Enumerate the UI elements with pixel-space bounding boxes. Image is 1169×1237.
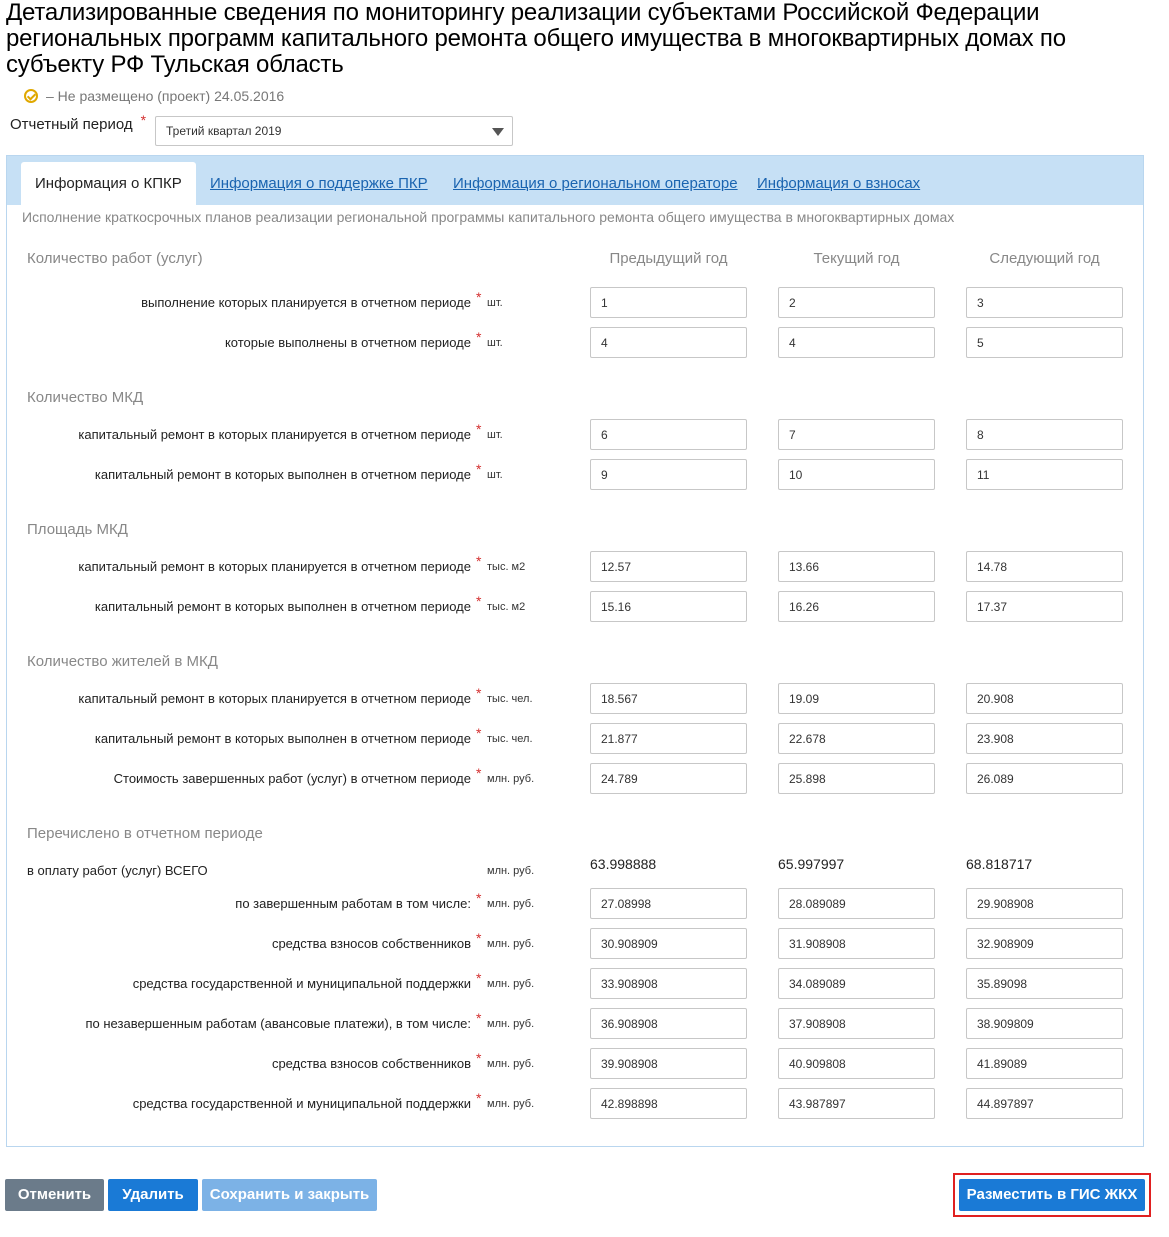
required-mark: *	[476, 1050, 482, 1066]
row-unit: млн. руб.	[487, 978, 535, 990]
row-label: капитальный ремонт в которых планируется в отчетном периоде	[78, 691, 471, 706]
value-field[interactable]: 5	[966, 327, 1123, 358]
value-field[interactable]: 30.908909	[590, 928, 747, 959]
row-unit: млн. руб.	[487, 1058, 535, 1070]
row-label: капитальный ремонт в которых выполнен в отчетном периоде	[94, 599, 471, 614]
row-label: капитальный ремонт в которых планируется в отчетном периоде	[78, 427, 471, 442]
value-field[interactable]: 31.908908	[778, 928, 935, 959]
total-value: 65.997997	[778, 856, 845, 872]
value-field[interactable]: 10	[778, 459, 935, 490]
value-field[interactable]: 8	[966, 419, 1123, 450]
row-label: средства взносов собственников	[271, 936, 471, 951]
row-unit: млн. руб.	[487, 773, 535, 785]
total-value: 68.818717	[966, 856, 1033, 872]
check-circle-icon	[24, 89, 38, 103]
required-mark: *	[140, 111, 147, 128]
row-unit: шт.	[487, 337, 503, 349]
value-field[interactable]: 16.26	[778, 591, 935, 622]
value-field[interactable]: 4	[590, 327, 747, 358]
value-field[interactable]: 2	[778, 287, 935, 318]
value-field[interactable]: 25.898	[778, 763, 935, 794]
required-mark: *	[476, 890, 482, 906]
required-mark: *	[476, 1090, 482, 1106]
value-field[interactable]: 9	[590, 459, 747, 490]
value-field[interactable]: 20.908	[966, 683, 1123, 714]
value-field[interactable]: 14.78	[966, 551, 1123, 582]
period-label: Отчетный период	[10, 116, 133, 133]
value-field[interactable]: 24.789	[590, 763, 747, 794]
value-field[interactable]: 39.908908	[590, 1048, 747, 1079]
tab-regional-operator[interactable]: Информация о региональном операторе	[453, 175, 738, 192]
column-header: Текущий год	[813, 250, 900, 267]
value-field[interactable]: 18.567	[590, 683, 747, 714]
row-unit: шт.	[487, 297, 503, 309]
required-mark: *	[476, 553, 482, 569]
form-panel	[6, 155, 1144, 1147]
row-label: Стоимость завершенных работ (услуг) в отчетном периоде	[113, 771, 471, 786]
required-mark: *	[476, 765, 482, 781]
value-field[interactable]: 27.08998	[590, 888, 747, 919]
row-unit: млн. руб.	[487, 1098, 535, 1110]
value-field[interactable]: 42.898898	[590, 1088, 747, 1119]
column-header: Предыдущий год	[609, 250, 728, 267]
value-field[interactable]: 11	[966, 459, 1123, 490]
row-label: капитальный ремонт в которых выполнен в отчетном периоде	[94, 731, 471, 746]
value-field[interactable]: 15.16	[590, 591, 747, 622]
value-field[interactable]: 4	[778, 327, 935, 358]
group-title: Количество жителей в МКД	[27, 653, 218, 670]
value-field[interactable]: 29.908908	[966, 888, 1123, 919]
required-mark: *	[476, 461, 482, 477]
required-mark: *	[476, 725, 482, 741]
page-title: Детализированные сведения по мониторингу реализации субъектами Российской Федерации региональных программ капитального ремонта общего имущества в многоквартирных домах по субъекту РФ Тульская область	[6, 0, 1066, 78]
value-field[interactable]: 38.909809	[966, 1008, 1123, 1039]
total-value: 63.998888	[590, 856, 657, 872]
value-field[interactable]: 34.089089	[778, 968, 935, 999]
row-unit: тыс. м2	[487, 601, 526, 613]
row-label: по незавершенным работам (авансовые платежи), в том числе:	[85, 1016, 471, 1031]
row-unit: тыс. чел.	[487, 733, 533, 745]
row-unit: млн. руб.	[487, 898, 535, 910]
publish-highlight	[953, 1173, 1151, 1217]
status-row	[24, 88, 284, 104]
row-label: выполнение которых планируется в отчетном периоде	[141, 295, 471, 310]
value-field[interactable]: 21.877	[590, 723, 747, 754]
value-field[interactable]: 12.57	[590, 551, 747, 582]
value-field[interactable]: 7	[778, 419, 935, 450]
value-field[interactable]: 3	[966, 287, 1123, 318]
row-label: которые выполнены в отчетном периоде	[224, 335, 471, 350]
value-field[interactable]: 43.987897	[778, 1088, 935, 1119]
value-field[interactable]: 36.908908	[590, 1008, 747, 1039]
required-mark: *	[476, 930, 482, 946]
row-label: средства взносов собственников	[271, 1056, 471, 1071]
value-field[interactable]: 44.897897	[966, 1088, 1123, 1119]
group-title: Площадь МКД	[27, 521, 128, 538]
value-field[interactable]: 33.908908	[590, 968, 747, 999]
row-unit: шт.	[487, 469, 503, 481]
required-mark: *	[476, 593, 482, 609]
chevron-down-icon[interactable]	[492, 128, 504, 136]
row-unit: тыс. м2	[487, 561, 526, 573]
period-select[interactable]	[155, 116, 513, 146]
value-field[interactable]: 13.66	[778, 551, 935, 582]
status-text: – Не размещено (проект) 24.05.2016	[46, 88, 285, 104]
row-label: капитальный ремонт в которых выполнен в отчетном периоде	[94, 467, 471, 482]
value-field[interactable]: 35.89098	[966, 968, 1123, 999]
value-field[interactable]: 1	[590, 287, 747, 318]
value-field[interactable]: 22.678	[778, 723, 935, 754]
tab-contributions[interactable]: Информация о взносах	[757, 175, 921, 192]
period-row	[10, 111, 282, 138]
row-unit: млн. руб.	[487, 865, 535, 877]
row-unit: млн. руб.	[487, 1018, 535, 1030]
value-field[interactable]: 41.89089	[966, 1048, 1123, 1079]
value-field[interactable]: 26.089	[966, 763, 1123, 794]
tab-pkr-support[interactable]: Информация о поддержке ПКР	[210, 175, 428, 192]
row-unit: млн. руб.	[487, 938, 535, 950]
row-unit: шт.	[487, 429, 503, 441]
row-label: по завершенным работам в том числе:	[235, 896, 471, 911]
value-field[interactable]: 32.908909	[966, 928, 1123, 959]
value-field[interactable]: 28.089089	[778, 888, 935, 919]
required-mark: *	[476, 421, 482, 437]
group-title: Перечислено в отчетном периоде	[27, 825, 263, 842]
publish-button[interactable]: Разместить в ГИС ЖКХ	[959, 1179, 1145, 1211]
period-select-value: Третий квартал 2019	[166, 124, 282, 138]
row-label: средства государственной и муниципальной поддержки	[132, 976, 471, 991]
group-title: Количество МКД	[27, 389, 144, 406]
tab-bar	[7, 156, 1143, 205]
value-field[interactable]: 23.908	[966, 723, 1123, 754]
value-field[interactable]: 17.37	[966, 591, 1123, 622]
row-label: средства государственной и муниципальной поддержки	[132, 1096, 471, 1111]
required-mark: *	[476, 685, 482, 701]
required-mark: *	[476, 329, 482, 345]
group-title: Количество работ (услуг)	[27, 250, 203, 267]
value-field[interactable]: 40.909808	[778, 1048, 935, 1079]
value-field[interactable]: 19.09	[778, 683, 935, 714]
tab-kpkr[interactable]: Информация о КПКР	[21, 162, 196, 205]
save-and-close-button[interactable]: Сохранить и закрыть	[202, 1179, 377, 1211]
required-mark: *	[476, 970, 482, 986]
required-mark: *	[476, 1010, 482, 1026]
cancel-button[interactable]: Отменить	[5, 1179, 104, 1211]
delete-button[interactable]: Удалить	[108, 1179, 198, 1211]
value-field[interactable]: 6	[590, 419, 747, 450]
required-mark: *	[476, 289, 482, 305]
value-field[interactable]: 37.908908	[778, 1008, 935, 1039]
section-caption: Исполнение краткосрочных планов реализации региональной программы капитального ремонта общего имущества в многоквартирных домах	[22, 209, 955, 225]
row-unit: тыс. чел.	[487, 693, 533, 705]
total-label: в оплату работ (услуг) ВСЕГО	[27, 863, 208, 878]
column-header: Следующий год	[989, 250, 1100, 267]
row-label: капитальный ремонт в которых планируется в отчетном периоде	[78, 559, 471, 574]
